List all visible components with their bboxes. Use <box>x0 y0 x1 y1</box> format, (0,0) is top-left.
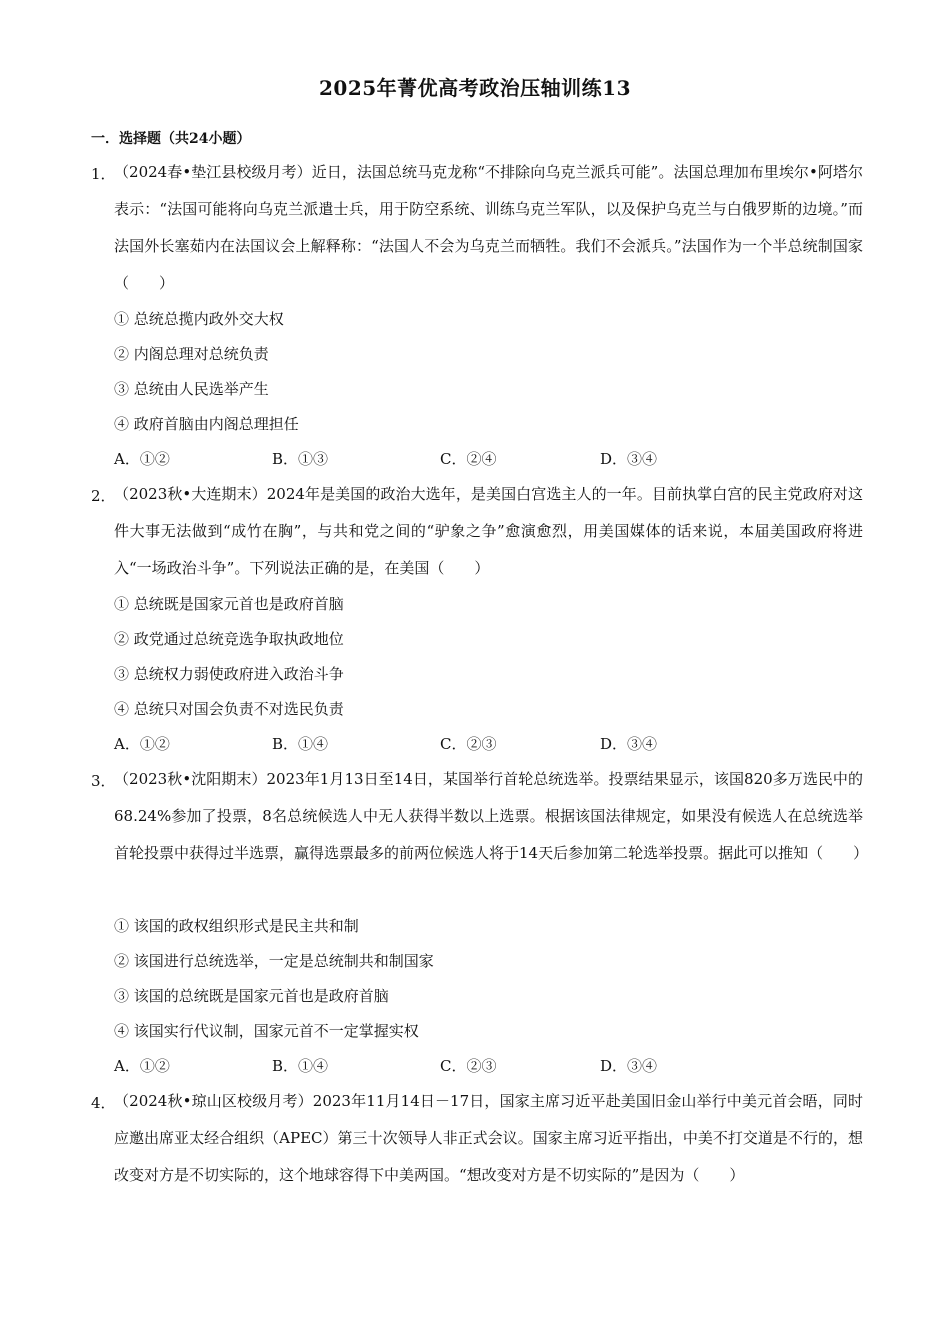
option-item: ④ 该国实行代议制，国家元首不一定掌握实权 <box>114 1022 419 1040</box>
question-number: 2． <box>91 487 116 505</box>
question-4 <box>91 1083 863 1194</box>
question-2 <box>91 476 863 762</box>
option-item: ② 该国进行总统选举，一定是总统制共和制国家 <box>114 952 434 970</box>
question-stem: （2024春•垫江县校级月考）近日，法国总统马克龙称“不排除向乌克兰派兵可能”。法国总理加布里埃尔•阿塔尔表示：“法国可能将向乌克兰派遣士兵，用于防空系统、训练乌克兰军队，以及保护乌克兰与白俄罗斯的边境。”而法国外长塞茹内在法国议会上解释称：“法国人不会为乌克兰而牺牲。我们不会派兵。”法国作为一个半总统制国家（ ） <box>114 163 863 292</box>
answer-choices <box>114 1049 863 1084</box>
option-item: ③ 该国的总统既是国家元首也是政府首脑 <box>114 987 389 1005</box>
question-stem: （2023秋•沈阳期末）2023年1月13日至14日，某国举行首轮总统选举。投票结果显示，该国820多万选民中的68.24%参加了投票，8名总统候选人中无人获得半数以上选票。根据该国法律规定，如果没有候选人在总统选举首轮投票中获得过半选票，赢得选票最多的前两位候选人将于14天后参加第二轮选举投票。据此可以推知（ ） <box>114 770 869 862</box>
choice-c[interactable]: C．②④ <box>440 450 497 468</box>
choice-a[interactable]: A．①② <box>114 1057 170 1075</box>
choice-a[interactable]: A．①② <box>114 450 170 468</box>
choice-a[interactable]: A．①② <box>114 735 170 753</box>
option-item: ③ 总统由人民选举产生 <box>114 380 269 398</box>
choice-c[interactable]: C．②③ <box>440 735 497 753</box>
option-item: ② 政党通过总统竞选争取执政地位 <box>114 630 344 648</box>
question-stem: （2023秋•大连期末）2024年是美国的政治大选年，是美国白宫选主人的一年。目前执掌白宫的民主党政府对这件大事无法做到“成竹在胸”，与共和党之间的“驴象之争”愈演愈烈，用美国媒体的话来说，本届美国政府将进入“一场政治斗争”。下列说法正确的是，在美国（ ） <box>114 485 863 577</box>
answer-choices <box>114 727 863 762</box>
choice-d[interactable]: D．③④ <box>600 1057 658 1075</box>
option-item: ④ 总统只对国会负责不对选民负责 <box>114 700 344 718</box>
question-3 <box>91 761 869 1084</box>
answer-choices <box>114 442 863 477</box>
choice-d[interactable]: D．③④ <box>600 735 658 753</box>
option-item: ④ 政府首脑由内阁总理担任 <box>114 415 299 433</box>
option-item: ③ 总统权力弱使政府进入政治斗争 <box>114 665 344 683</box>
option-item: ① 总统总揽内政外交大权 <box>114 310 284 328</box>
option-item: ① 该国的政权组织形式是民主共和制 <box>114 917 359 935</box>
option-item: ① 总统既是国家元首也是政府首脑 <box>114 595 344 613</box>
choice-b[interactable]: B．①④ <box>272 735 329 753</box>
section-heading: 一．选择题（共24小题） <box>91 131 251 147</box>
choice-b[interactable]: B．①③ <box>272 450 329 468</box>
choice-d[interactable]: D．③④ <box>600 450 658 468</box>
question-number: 1． <box>91 165 116 183</box>
choice-b[interactable]: B．①④ <box>272 1057 329 1075</box>
question-stem: （2024秋•琼山区校级月考）2023年11月14日－17日，国家主席习近平赴美国旧金山举行中美元首会晤，同时应邀出席亚太经合组织（APEC）第三十次领导人非正式会议。国家主席习近平指出，中美不打交道是不行的，想改变对方是不切实际的，这个地球容得下中美两国。“想改变对方是不切实际的”是因为（ ） <box>114 1092 863 1184</box>
option-item: ② 内阁总理对总统负责 <box>114 345 269 363</box>
question-number: 4． <box>91 1094 116 1112</box>
question-number: 3． <box>91 772 116 790</box>
question-1 <box>91 154 863 477</box>
choice-c[interactable]: C．②③ <box>440 1057 497 1075</box>
page-title: 2025年菁优高考政治压轴训练13 <box>319 76 631 100</box>
